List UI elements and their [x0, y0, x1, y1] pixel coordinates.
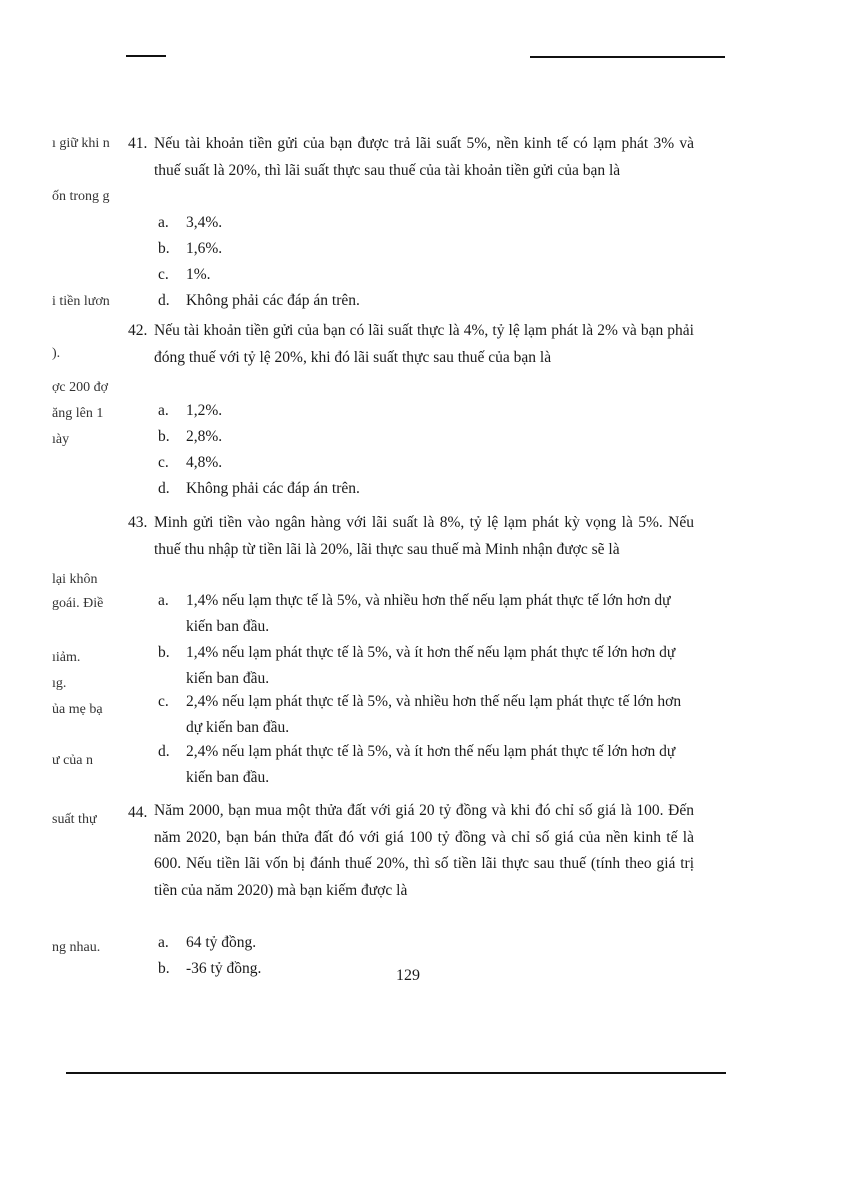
option-letter: b.	[158, 644, 170, 661]
option-text: 2,4% nếu lạm phát thực tế là 5%, và nhiều hơn thế nếu lạm phát thực tế lớn hơn dự kiến ban đầu.	[186, 693, 682, 736]
margin-fragment: ủa mẹ bạ	[52, 702, 103, 717]
margin-fragment: ợc 200 đợ	[52, 380, 109, 395]
answer-option	[158, 210, 698, 236]
option-letter: d.	[158, 743, 170, 760]
answer-option	[158, 739, 698, 791]
margin-fragment: ốn trong g	[52, 189, 110, 204]
margin-fragment: i tiền lươn	[52, 294, 110, 309]
bottom-rule	[66, 1072, 726, 1074]
option-text: 4,8%.	[186, 454, 223, 471]
answer-option	[158, 956, 698, 982]
option-letter: a.	[158, 592, 169, 609]
option-letter: c.	[158, 266, 169, 283]
option-letter: d.	[158, 292, 170, 309]
margin-fragment: lại khôn	[52, 572, 98, 587]
answer-option	[158, 288, 698, 314]
question-number: 43.	[128, 514, 148, 531]
answer-option	[158, 424, 698, 450]
margin-fragment: ăng lên 1	[52, 406, 104, 421]
question-number: 44.	[128, 804, 148, 821]
option-letter: c.	[158, 454, 169, 471]
margin-fragment: ng nhau.	[52, 940, 101, 955]
top-right-rule	[530, 56, 725, 58]
option-text: 1,4% nếu lạm thực tế là 5%, và nhiều hơn thế nếu lạm phát thực tế lớn hơn dự kiến ban đầu.	[186, 592, 671, 635]
option-text: 1%.	[186, 266, 211, 283]
option-letter: a.	[158, 214, 169, 231]
answer-option	[158, 588, 698, 640]
option-text: Không phải các đáp án trên.	[186, 292, 360, 309]
answer-option	[158, 640, 698, 692]
option-text: 1,4% nếu lạm phát thực tế là 5%, và ít hơn thế nếu lạm phát thực tế lớn hơn dự kiến ban đầu.	[186, 644, 676, 687]
option-text: 3,4%.	[186, 214, 223, 231]
option-text: 1,2%.	[186, 402, 223, 419]
margin-fragment: ıg.	[52, 676, 67, 691]
margin-fragment: goái. Điề	[52, 596, 104, 611]
option-letter: b.	[158, 428, 170, 445]
option-text: 2,8%.	[186, 428, 223, 445]
question-text: Nếu tài khoản tiền gửi của bạn được trả lãi suất 5%, nền kinh tế có lạm phát 3% và thuế suất là 20%, thì lãi suất thực sau thuế của tài khoản tiền gửi của bạn là	[154, 135, 694, 179]
option-text: 64 tỷ đồng.	[186, 934, 257, 951]
top-left-rule	[126, 55, 166, 57]
option-letter: b.	[158, 240, 170, 257]
option-letter: c.	[158, 693, 169, 710]
margin-fragment: suất thự	[52, 812, 97, 827]
option-text: -36 tỷ đồng.	[186, 960, 262, 977]
option-letter: a.	[158, 402, 169, 419]
margin-fragment: ı giữ khi n	[52, 136, 110, 151]
option-text: 1,6%.	[186, 240, 223, 257]
question-text: Năm 2000, bạn mua một thửa đất với giá 20 tỷ đồng và khi đó chỉ số giá là 100. Đến năm 2020, bạn bán thửa đất đó với giá 100 tỷ đồng và chỉ số giá của nền kinh tế là 600. Nếu tiền lãi vốn bị đánh thuế 20%, thì số tiền lãi thực sau thuế (tính theo giá trị tiền của năm 2020) mà bạn kiếm được là	[154, 802, 694, 899]
margin-fragment: ư của n	[52, 753, 94, 768]
answer-option	[158, 398, 698, 424]
option-letter: b.	[158, 960, 170, 977]
page-number: 129	[396, 967, 420, 984]
answer-option	[158, 689, 698, 741]
question-text: Minh gửi tiền vào ngân hàng với lãi suất là 8%, tỷ lệ lạm phát kỳ vọng là 5%. Nếu thuế thu nhập từ tiền lãi là 20%, lãi thực sau thuế mà Minh nhận được sẽ là	[154, 514, 694, 558]
answer-option	[158, 262, 698, 288]
question-number: 41.	[128, 135, 148, 152]
margin-fragment: ıiảm.	[52, 650, 81, 665]
answer-option	[158, 236, 698, 262]
question-text: Nếu tài khoản tiền gửi của bạn có lãi suất thực là 4%, tỷ lệ lạm phát là 2% và bạn phải đóng thuế với tỷ lệ 20%, khi đó lãi suất thực sau thuế của bạn là	[154, 322, 694, 366]
option-text: Không phải các đáp án trên.	[186, 480, 360, 497]
answer-option	[158, 450, 698, 476]
answer-option	[158, 930, 698, 956]
option-letter: d.	[158, 480, 170, 497]
question-number: 42.	[128, 322, 148, 339]
option-letter: a.	[158, 934, 169, 951]
answer-option	[158, 476, 698, 502]
option-text: 2,4% nếu lạm phát thực tế là 5%, và ít hơn thế nếu lạm phát thực tế lớn hơn dự kiến ban đầu.	[186, 743, 676, 786]
margin-fragment: ).	[52, 346, 61, 361]
margin-fragment: ıày	[52, 432, 70, 447]
